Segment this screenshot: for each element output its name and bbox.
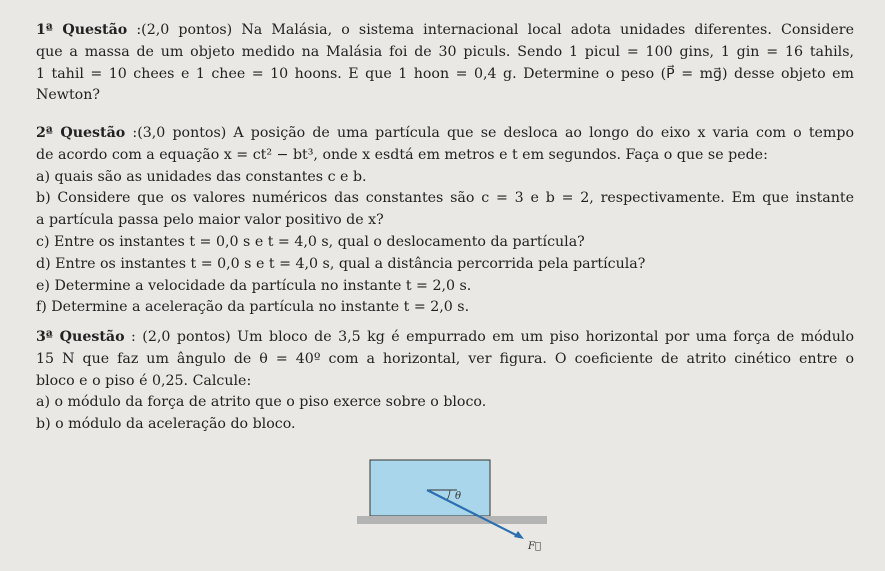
question-2-item-b: b) Considere que os valores numéricos das constantes são c = 3 e b = 2, respectivamente. Em que instante xyxy=(36,190,854,207)
question-1-line-4: Newton? xyxy=(36,87,100,104)
angle-label: θ xyxy=(455,491,462,502)
question-2-item-a: a) quais são as unidades das constantes c e b. xyxy=(36,168,367,185)
question-3-line-1: 3ª Questão : (2,0 pontos) Um bloco de 3,5 kg é empurrado em um piso horizontal por uma força de módulo xyxy=(36,329,854,345)
question-2-item-d: d) Entre os instantes t = 0,0 s e t = 4,0 s, qual a distância percorrida pela partícula? xyxy=(36,255,646,272)
question-2-item-c: c) Entre os instantes t = 0,0 s e t = 4,0 s, qual o deslocamento da partícula? xyxy=(36,233,585,250)
question-3 xyxy=(36,327,854,436)
question-2-line-1: 2ª Questão :(3,0 pontos) A posição de uma partícula que se desloca ao longo do eixo x varia com o tempo xyxy=(36,125,854,141)
force-arrowhead xyxy=(514,531,524,539)
question-2-item-e: e) Determine a velocidade da partícula no instante t = 2,0 s. xyxy=(36,277,472,294)
question-1-line-2: que a massa de um objeto medido na Malásia foi de 30 piculs. Sendo 1 picul = 100 gins, 1 gin = 16 tahils, xyxy=(36,43,854,60)
question-3-line-3: bloco e o piso é 0,25. Calcule: xyxy=(36,372,252,389)
question-1-line-3: 1 tahil = 10 chees e 1 chee = 10 hoons. E que 1 hoon = 0,4 g. Determine o peso (P⃗ = mg⃗) desse objeto em xyxy=(36,65,854,82)
question-1-line-1: 1ª Questão :(2,0 pontos) Na Malásia, o sistema internacional local adota unidades diferentes. Considere xyxy=(36,22,854,38)
question-1 xyxy=(36,20,854,107)
question-2-item-b-cont: a partícula passa pelo maior valor positivo de x? xyxy=(36,212,384,229)
block xyxy=(370,460,490,516)
question-heading: 1ª Questão xyxy=(36,22,128,38)
block-force-figure xyxy=(352,455,552,565)
question-3-item-a: a) o módulo da força de atrito que o piso exerce sobre o bloco. xyxy=(36,394,487,411)
question-heading: 3ª Questão xyxy=(36,329,125,345)
question-heading: 2ª Questão xyxy=(36,125,126,141)
question-2-item-f: f) Determine a aceleração da partícula no instante t = 2,0 s. xyxy=(36,299,470,316)
question-2 xyxy=(36,123,854,319)
floor xyxy=(357,516,547,524)
question-3-item-b: b) o módulo da aceleração do bloco. xyxy=(36,416,296,433)
question-3-line-2: 15 N que faz um ângulo de θ = 40º com a horizontal, ver figura. O coeficiente de atrito cinético entre o xyxy=(36,350,854,367)
force-label: F⃗ xyxy=(528,541,541,552)
question-2-line-2: de acordo com a equação x = ct² − bt³, onde x esdtá em metros e t em segundos. Faça o que se pede: xyxy=(36,146,768,163)
